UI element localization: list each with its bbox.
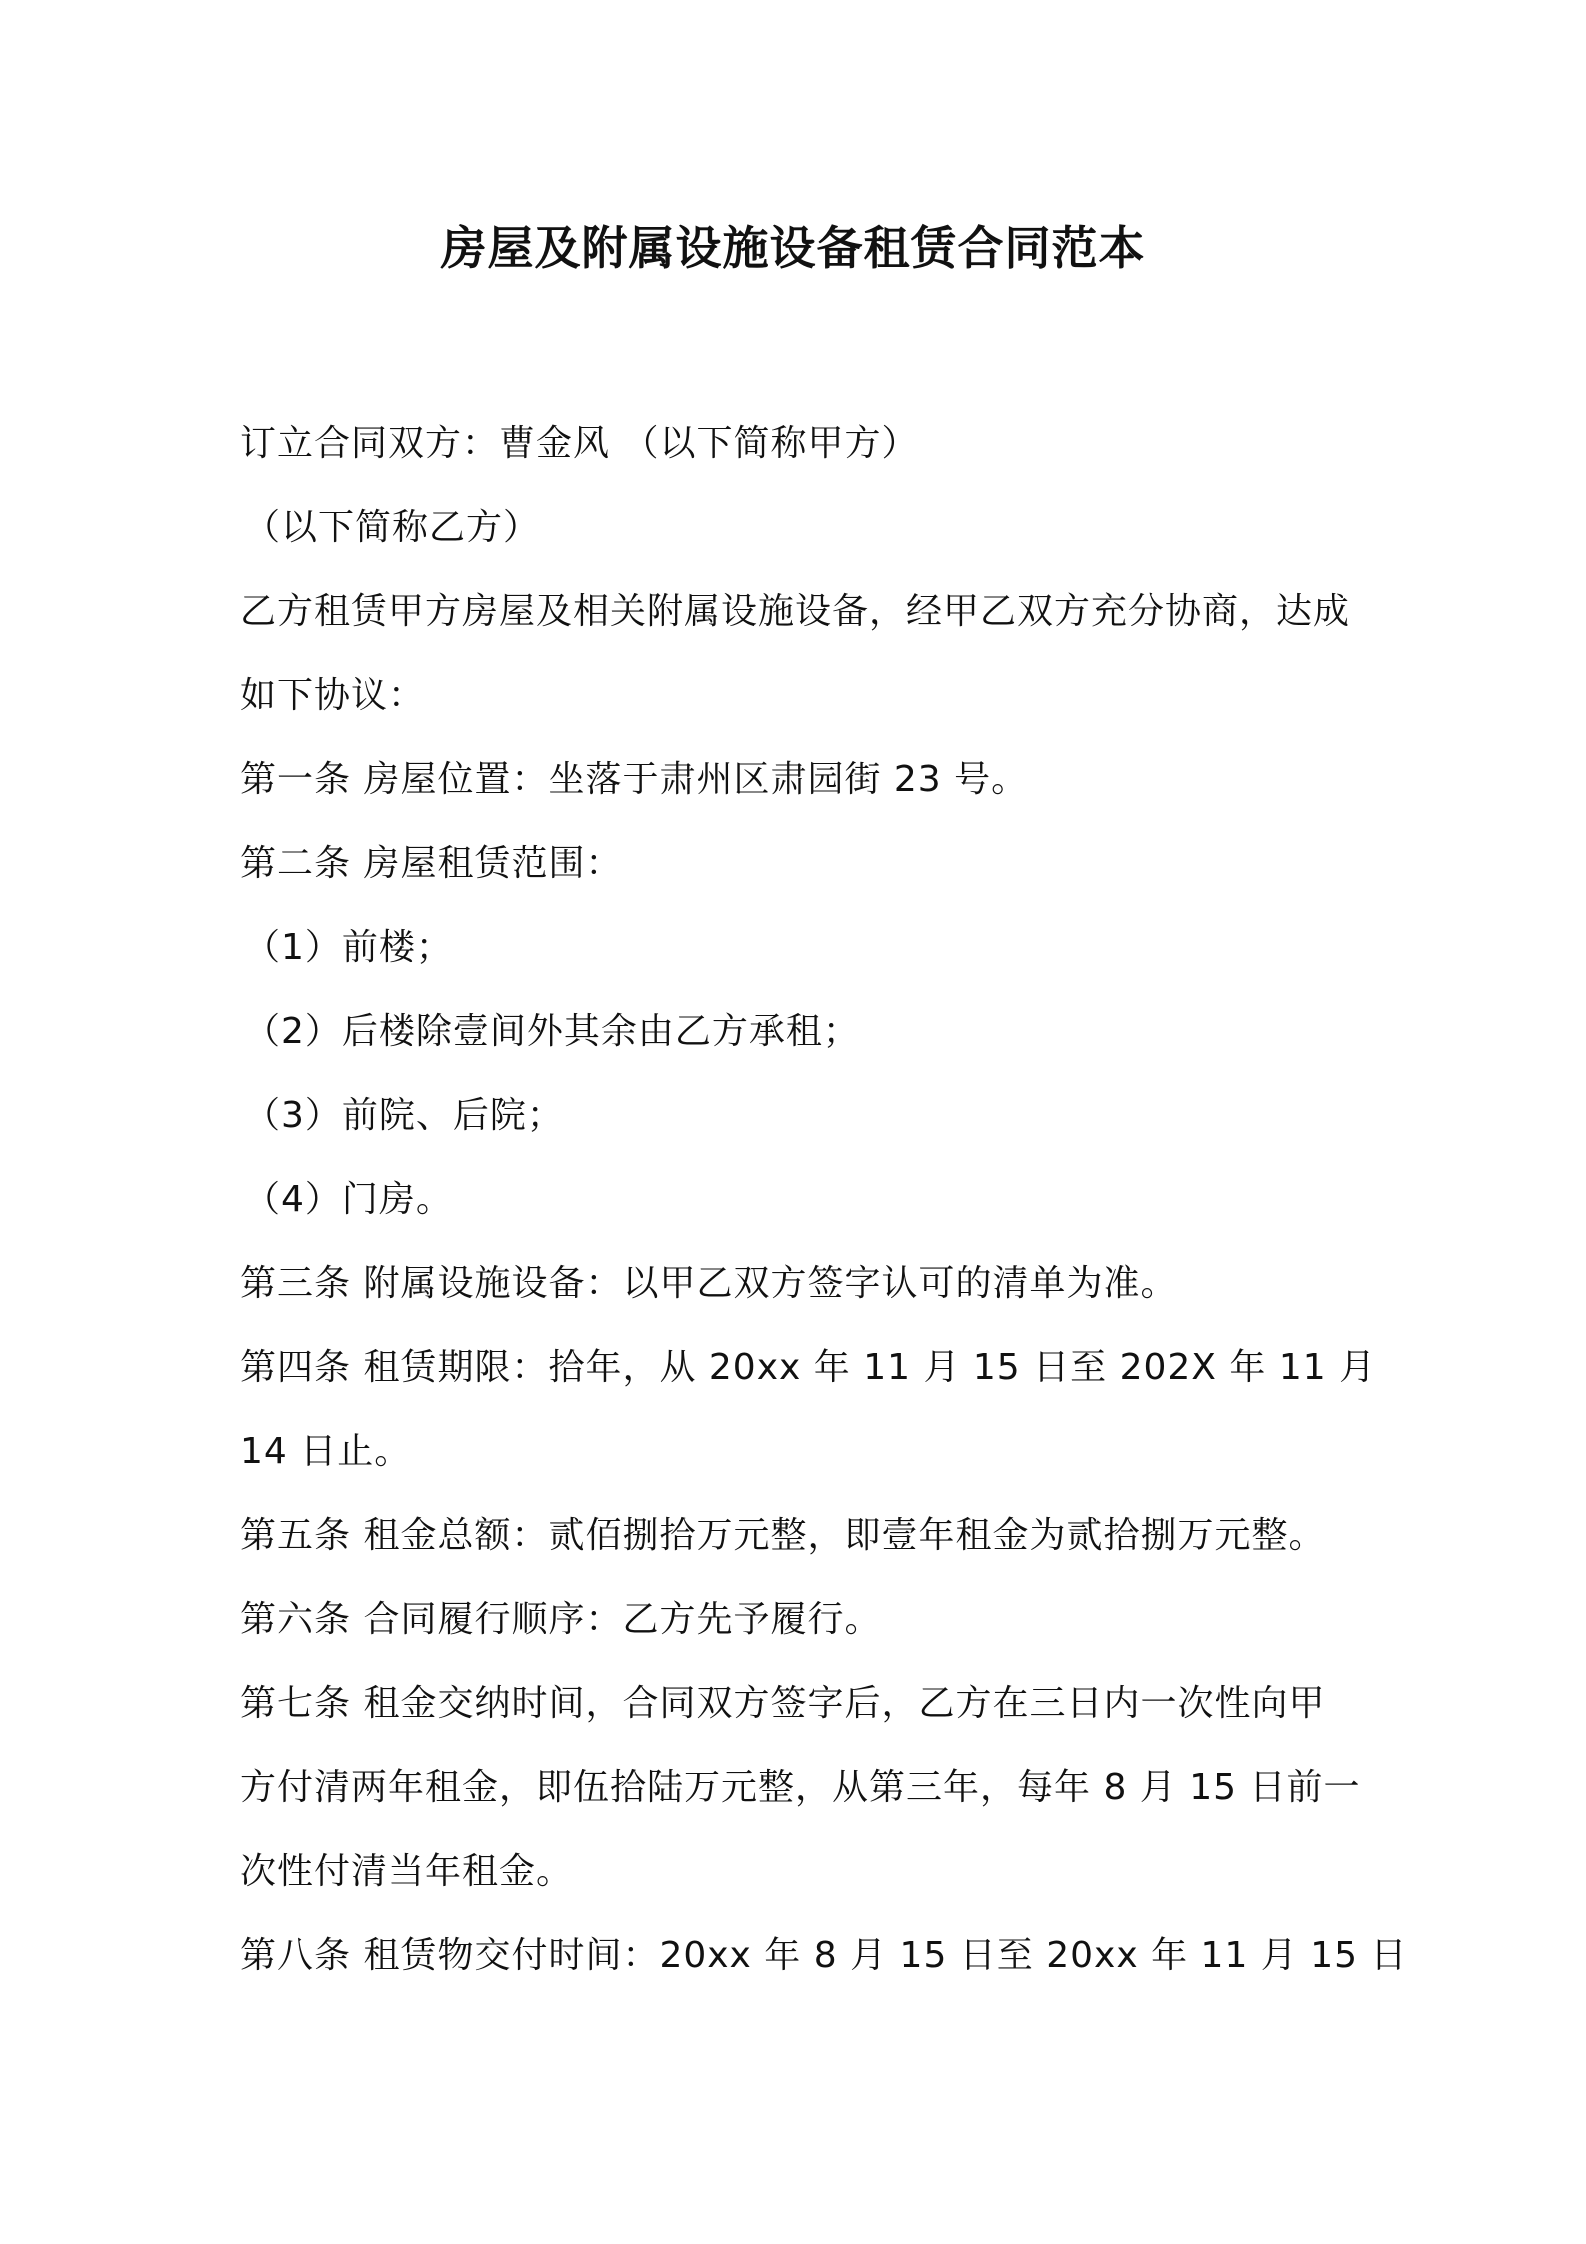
scope-item-4: （4）门房。 [244,1179,453,1220]
article-7-line-2: 方付清两年租金，即伍拾陆万元整，从第三年，每年 8 月 15 日前一 [240,1767,1361,1808]
scope-item-1: （1）前楼； [244,927,453,968]
intro-line-1: 乙方租赁甲方房屋及相关附属设施设备，经甲乙双方充分协商，达成 [240,591,1351,632]
article-8-line-1: 第八条 租赁物交付时间：20xx 年 8 月 15 日至 20xx 年 11 月 15 日 [240,1935,1408,1976]
article-7-line-1: 第七条 租金交纳时间，合同双方签字后，乙方在三日内一次性向甲 [240,1683,1326,1724]
scope-item-3: （3）前院、后院； [244,1095,564,1136]
scope-item-2: （2）后楼除壹间外其余由乙方承租； [244,1011,860,1052]
article-3: 第三条 附属设施设备：以甲乙双方签字认可的清单为准。 [240,1263,1178,1304]
article-6: 第六条 合同履行顺序：乙方先予履行。 [240,1599,882,1640]
article-4-line-1: 第四条 租赁期限：拾年，从 20xx 年 11 月 15 日至 202X 年 11 月 [240,1347,1377,1388]
article-7-line-3: 次性付清当年租金。 [240,1851,574,1892]
party-b-line: （以下简称乙方） [244,507,541,548]
article-4-line-2: 14 日止。 [240,1431,412,1472]
parties-line: 订立合同双方：曹金风 （以下简称甲方） [240,423,919,464]
article-5: 第五条 租金总额：贰佰捌拾万元整，即壹年租金为贰拾捌万元整。 [240,1515,1326,1556]
article-2: 第二条 房屋租赁范围： [240,843,623,884]
intro-line-2: 如下协议： [240,675,426,716]
document-body [240,402,1408,1998]
article-1: 第一条 房屋位置：坐落于肃州区肃园街 23 号。 [240,759,1029,800]
document-title: 房屋及附属设施设备租赁合同范本 [440,221,1146,275]
